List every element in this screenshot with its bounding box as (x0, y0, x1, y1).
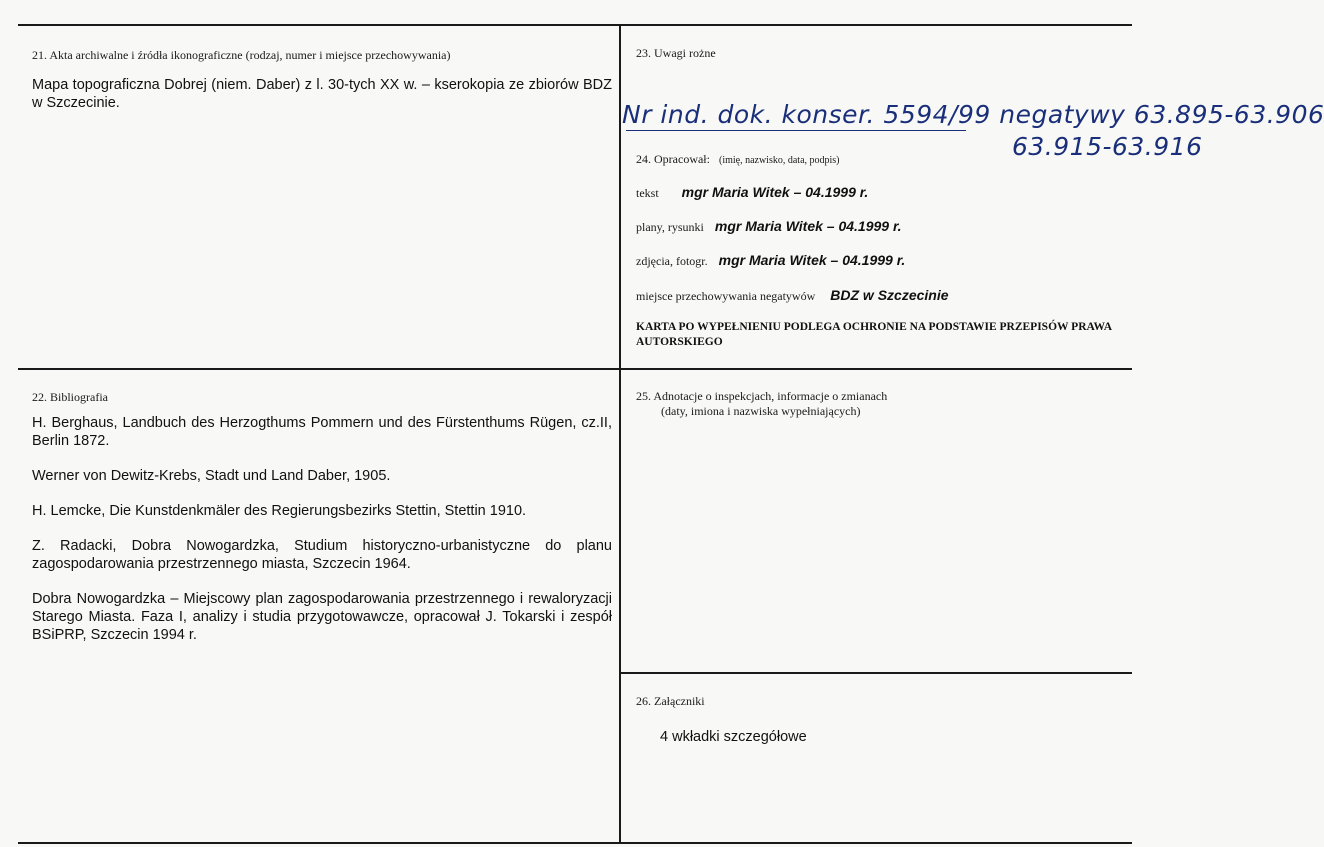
section-25-heading (636, 389, 887, 419)
bibliography-entry-2: Werner von Dewitz-Krebs, Stadt und Land Daber, 1905. (32, 468, 391, 484)
photos-author-label: zdjęcia, fotogr. (636, 254, 708, 268)
section-25-subtitle: (daty, imiona i nazwiska wypełniających) (661, 404, 861, 418)
section-24-heading (636, 152, 840, 167)
section-22-heading: 22. Bibliografia (32, 390, 108, 404)
bibliography-entry-3: H. Lemcke, Die Kunstdenkmäler des Regierungsbezirks Stettin, Stettin 1910. (32, 503, 527, 519)
section-21-content: Mapa topograficzna Dobrej (niem. Daber) z l. 30-tych XX w. – kserokopia ze zbiorów BDZ w Szczecinie. (32, 77, 612, 111)
section-24-title: 24. Opracował: (636, 152, 710, 166)
right-section-divider-25-26 (620, 672, 1132, 674)
handwritten-negative-numbers: 63.915-63.916 (1012, 132, 1203, 161)
negatives-storage-label: miejsce przechowywania negatywów (636, 289, 816, 303)
text-author-row (636, 184, 868, 201)
text-author-label: tekst (636, 186, 659, 200)
negatives-storage-row (636, 287, 949, 304)
photos-author-value: mgr Maria Witek – 04.1999 r. (718, 252, 906, 268)
section-26-heading: 26. Załączniki (636, 694, 705, 708)
center-column-divider (619, 24, 621, 844)
drawings-author-label: plany, rysunki (636, 220, 704, 234)
section-24-hint: (imię, nazwisko, data, podpis) (718, 155, 840, 166)
text-author-value: mgr Maria Witek – 04.1999 r. (681, 184, 869, 200)
section-25-title: 25. Adnotacje o inspekcjach, informacje o zmianach (636, 389, 888, 403)
section-23-heading: 23. Uwagi rożne (636, 46, 716, 60)
section-21-heading: 21. Akta archiwalne i źródła ikonograficzne (rodzaj, numer i miejsce przechowywania) (32, 48, 451, 62)
negatives-storage-value: BDZ w Szczecinie (830, 287, 949, 303)
bibliography-entry-5: Dobra Nowogardzka – Miejscowy plan zagospodarowania przestrzennego i rewaloryzacji Starego Miasta. Faza I, analizy i studia przygotowawcze, opracował J. Tokarski i zespół BSiPRP, Szczecin 1994 r. (32, 591, 612, 643)
section-26-content: 4 wkładki szczegółowe (660, 729, 807, 745)
bottom-border-line (18, 842, 1132, 844)
middle-border-line (18, 368, 1132, 370)
handwritten-inventory-note: Nr ind. dok. konser. 5594/99 negatywy 63.895-63.906 (622, 100, 1324, 129)
top-border-line (18, 24, 1132, 26)
drawings-author-row (636, 218, 902, 235)
bibliography-entry-4: Z. Radacki, Dobra Nowogardzka, Studium historyczno-urbanistyczne do planu zagospodarowania przestrzennego miasta, Szczecin 1964. (32, 538, 612, 572)
drawings-author-value: mgr Maria Witek – 04.1999 r. (714, 218, 902, 234)
bibliography-list (32, 414, 612, 661)
copyright-notice: KARTA PO WYPEŁNIENIU PODLEGA OCHRONIE NA PODSTAWIE PRZEPISÓW PRAWA AUTORSKIEGO (636, 321, 1112, 348)
handwritten-underline (626, 130, 966, 131)
bibliography-entry-1: H. Berghaus, Landbuch des Herzogthums Pommern und des Fürstenthums Rügen, cz.II, Berlin 1872. (32, 415, 612, 449)
photos-author-row (636, 252, 905, 269)
